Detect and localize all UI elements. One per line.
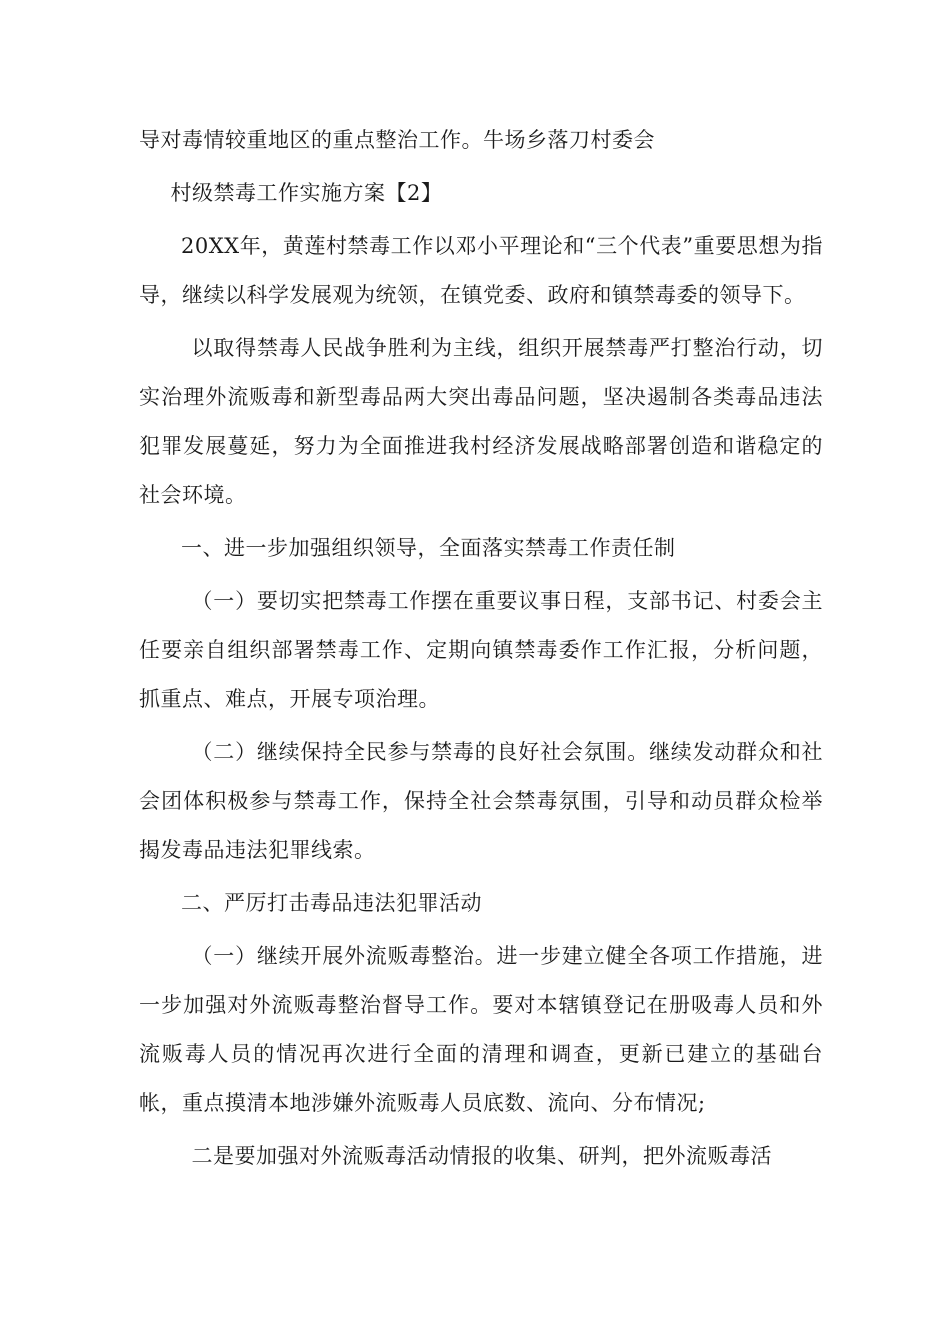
paragraph-item-1-2: （二）继续保持全民参与禁毒的良好社会氛围。继续发动群众和社会团体积极参与禁毒工作，保持全社会禁毒氛围，引导和动员群众检举揭发毒品违法犯罪线索。: [139, 740, 823, 862]
heading-part-one: 一、进一步加强组织领导，全面落实禁毒工作责任制: [181, 536, 676, 560]
paragraph-item-1-1: （一）要切实把禁毒工作摆在重要议事日程，支部书记、村委会主任要亲自组织部署禁毒工作、定期向镇禁毒委作工作汇报，分析问题，抓重点、难点，开展专项治理。: [139, 589, 823, 711]
document-body: [139, 116, 823, 1185]
heading-part-two: 二、严厉打击毒品违法犯罪活动: [181, 891, 482, 915]
paragraph-item-2-1: （一）继续开展外流贩毒整治。进一步建立健全各项工作措施，进一步加强对外流贩毒整治督导工作。要对本辖镇登记在册吸毒人员和外流贩毒人员的情况再次进行全面的清理和调查，更新已建立的基础台帐，重点摸清本地涉嫌外流贩毒人员底数、流向、分布情况;: [139, 944, 823, 1115]
paragraph-main-line: 以取得禁毒人民战争胜利为主线，组织开展禁毒严打整治行动，切实治理外流贩毒和新型毒品两大突出毒品问题，坚决遏制各类毒品违法犯罪发展蔓延，努力为全面推进我村经济发展战略部署创造和谐稳定的社会环境。: [139, 336, 823, 507]
section-title: 村级禁毒工作实施方案【2】: [170, 181, 443, 205]
paragraph-continuation: 导对毒情较重地区的重点整治工作。牛场乡落刀村委会: [139, 128, 655, 152]
paragraph-intro: 20XX年，黄莲村禁毒工作以邓小平理论和“三个代表”重要思想为指导，继续以科学发展观为统领，在镇党委、政府和镇禁毒委的领导下。: [139, 234, 823, 307]
paragraph-item-2-2: 二是要加强对外流贩毒活动情报的收集、研判，把外流贩毒活: [191, 1144, 772, 1168]
